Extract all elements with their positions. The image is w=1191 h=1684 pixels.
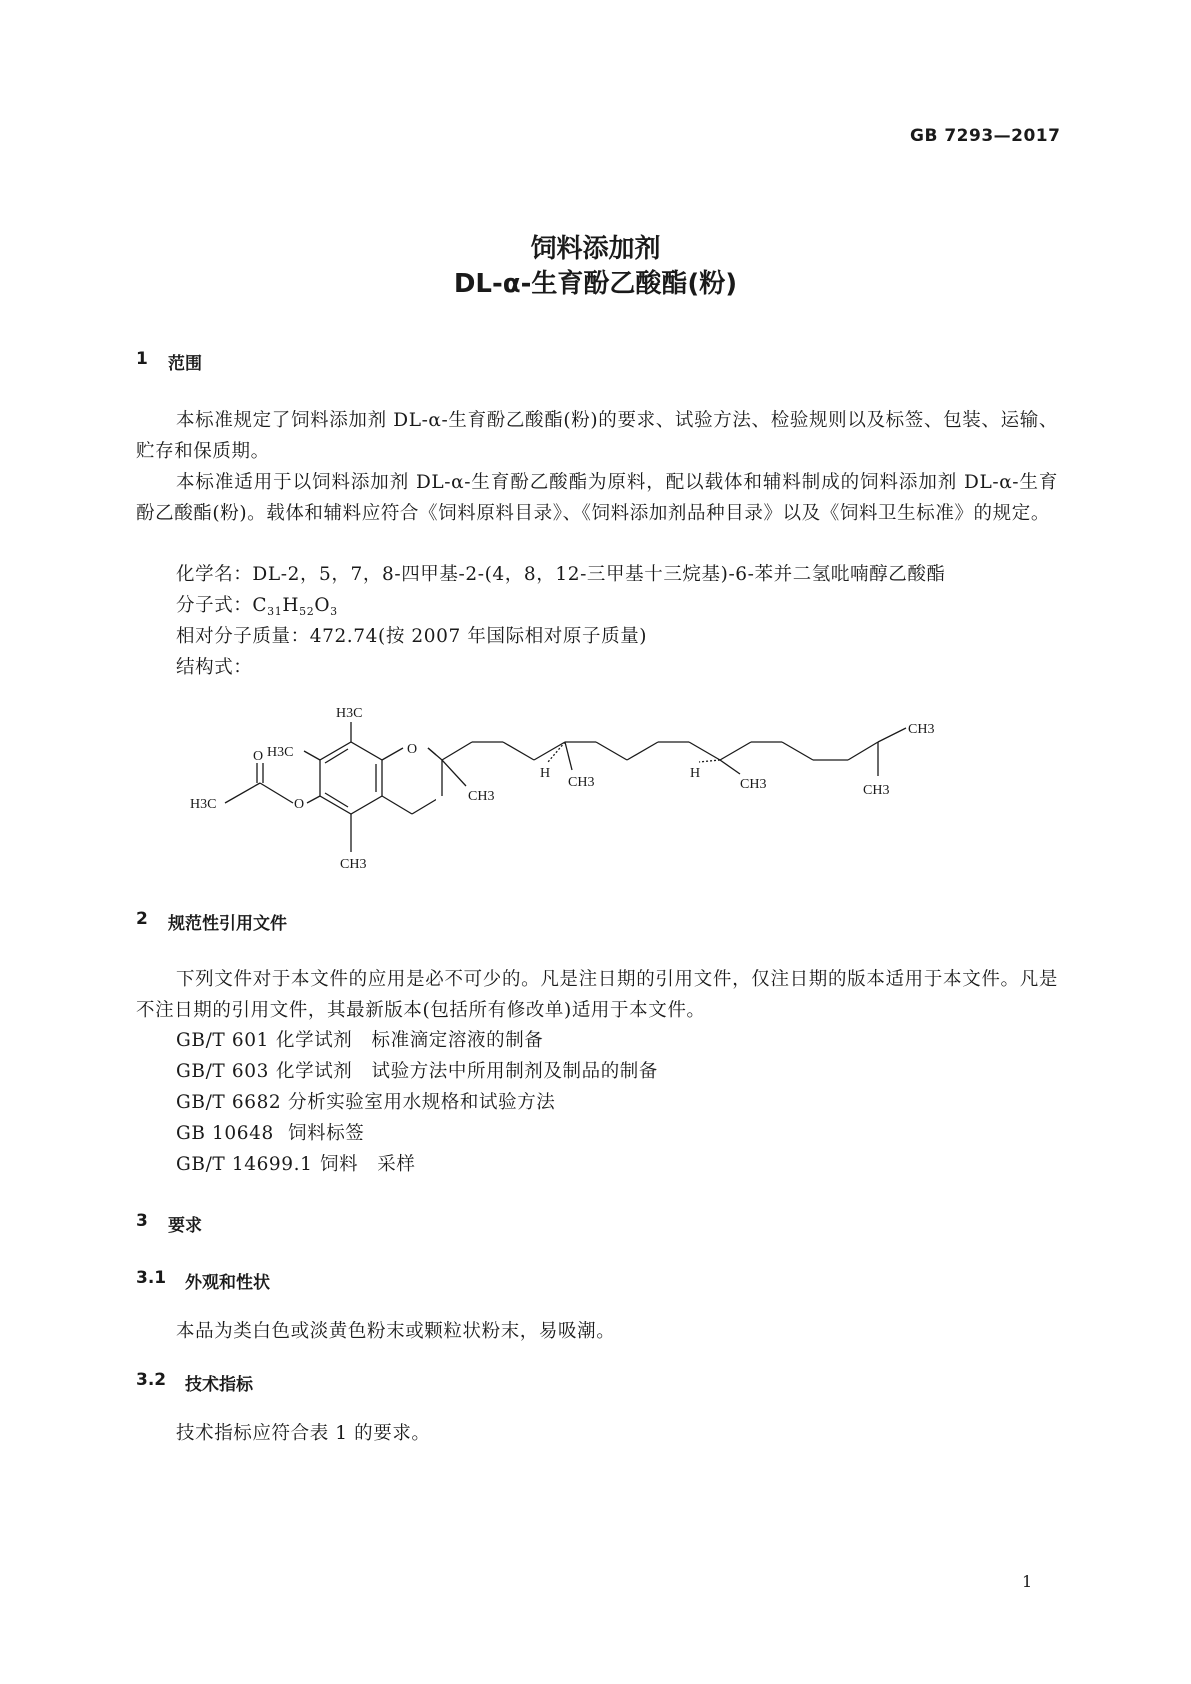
- label-h-c8: H: [690, 766, 701, 781]
- reference-item: [176, 1119, 364, 1145]
- label-h3c-top: H3C: [336, 706, 363, 721]
- reference-title: 饲料标签: [288, 1123, 365, 1144]
- section-3-number: 3: [136, 1211, 148, 1231]
- formula-o-count: 3: [330, 605, 338, 618]
- reference-title: 饲料 采样: [320, 1154, 416, 1175]
- label-ch3-c4: CH3: [568, 775, 595, 790]
- reference-title: 化学试剂 试验方法中所用制剂及制品的制备: [276, 1061, 659, 1082]
- reference-code: GB 10648: [176, 1123, 274, 1144]
- subsection-3-1-number: 3.1: [136, 1268, 167, 1288]
- formula-h: H: [282, 595, 300, 616]
- label-ch3-c8: CH3: [740, 777, 767, 792]
- section-2-number: 2: [136, 909, 148, 929]
- section-3-heading: 要求: [168, 1216, 202, 1236]
- structure-label: 结构式：: [176, 657, 253, 678]
- reference-item: [176, 1150, 416, 1176]
- references-intro: 下列文件对于本文件的应用是必不可少的。凡是注日期的引用文件，仅注日期的版本适用于本文件。凡是不注日期的引用文件，其最新版本(包括所有修改单)适用于本文件。: [136, 969, 1058, 1021]
- formula-c: C: [252, 595, 268, 616]
- reference-item: [176, 1057, 658, 1083]
- scope-paragraph-1: 本标准规定了饲料添加剂 DL-α-生育酚乙酸酯(粉)的要求、试验方法、检验规则以及标签、包装、运输、贮存和保质期。: [136, 410, 1058, 462]
- label-h-c4: H: [540, 766, 551, 781]
- label-h3c-left: H3C: [267, 745, 294, 760]
- label-ch3-end-down: CH3: [863, 783, 890, 798]
- title-line-2: DL-α-生育酚乙酸酯(粉): [453, 269, 738, 299]
- subsection-3-2-number: 3.2: [136, 1370, 167, 1390]
- label-o-carbonyl: O: [253, 749, 264, 764]
- label-ch3-end-up: CH3: [908, 722, 935, 737]
- section-1-heading: 范围: [168, 354, 202, 374]
- reference-code: GB/T 601: [176, 1030, 269, 1051]
- label-ch3-c2: CH3: [468, 789, 495, 804]
- reference-code: GB/T 6682: [176, 1092, 282, 1113]
- section-1-number: 1: [136, 349, 148, 369]
- molecular-mass: 相对分子质量：472.74(按 2007 年国际相对原子质量): [176, 626, 648, 647]
- section-2-heading: 规范性引用文件: [168, 914, 287, 934]
- chemical-name: 化学名：DL-2，5，7，8-四甲基-2-(4，8，12-三甲基十三烷基)-6-苯并二氢吡喃醇乙酸酯: [176, 564, 946, 585]
- scope-paragraph-2: 本标准适用于以饲料添加剂 DL-α-生育酚乙酸酯为原料，配以载体和辅料制成的饲料添加剂 DL-α-生育酚乙酸酯(粉)。载体和辅料应符合《饲料原料目录》、《饲料添加剂品种目录》以及《饲料卫生标准》的规定。: [136, 472, 1058, 524]
- subsection-3-1-heading: 外观和性状: [185, 1273, 270, 1293]
- formula-c-count: 31: [267, 605, 283, 618]
- subsection-3-2-heading: 技术指标: [185, 1375, 253, 1395]
- reference-item: [176, 1088, 555, 1114]
- page-number: 1: [1022, 1572, 1033, 1591]
- formula-label: 分子式：: [176, 595, 253, 616]
- reference-item: [176, 1026, 543, 1052]
- formula-o: O: [314, 595, 331, 616]
- label-o-ester: O: [294, 797, 305, 812]
- reference-title: 分析实验室用水规格和试验方法: [288, 1092, 556, 1113]
- standard-code: GB 7293—2017: [910, 126, 1061, 146]
- label-h3c-acetyl: H3C: [190, 797, 217, 812]
- title-line-1: 饲料添加剂: [530, 234, 661, 264]
- reference-code: GB/T 603: [176, 1061, 269, 1082]
- technical-spec-text: 技术指标应符合表 1 的要求。: [176, 1423, 431, 1444]
- label-o-ring: O: [407, 742, 418, 757]
- label-ch3-bottom: CH3: [340, 857, 367, 872]
- appearance-text: 本品为类白色或淡黄色粉末或颗粒状粉末，易吸潮。: [176, 1321, 616, 1342]
- formula-h-count: 52: [299, 605, 315, 618]
- reference-title: 化学试剂 标准滴定溶液的制备: [276, 1030, 544, 1051]
- reference-code: GB/T 14699.1: [176, 1154, 313, 1175]
